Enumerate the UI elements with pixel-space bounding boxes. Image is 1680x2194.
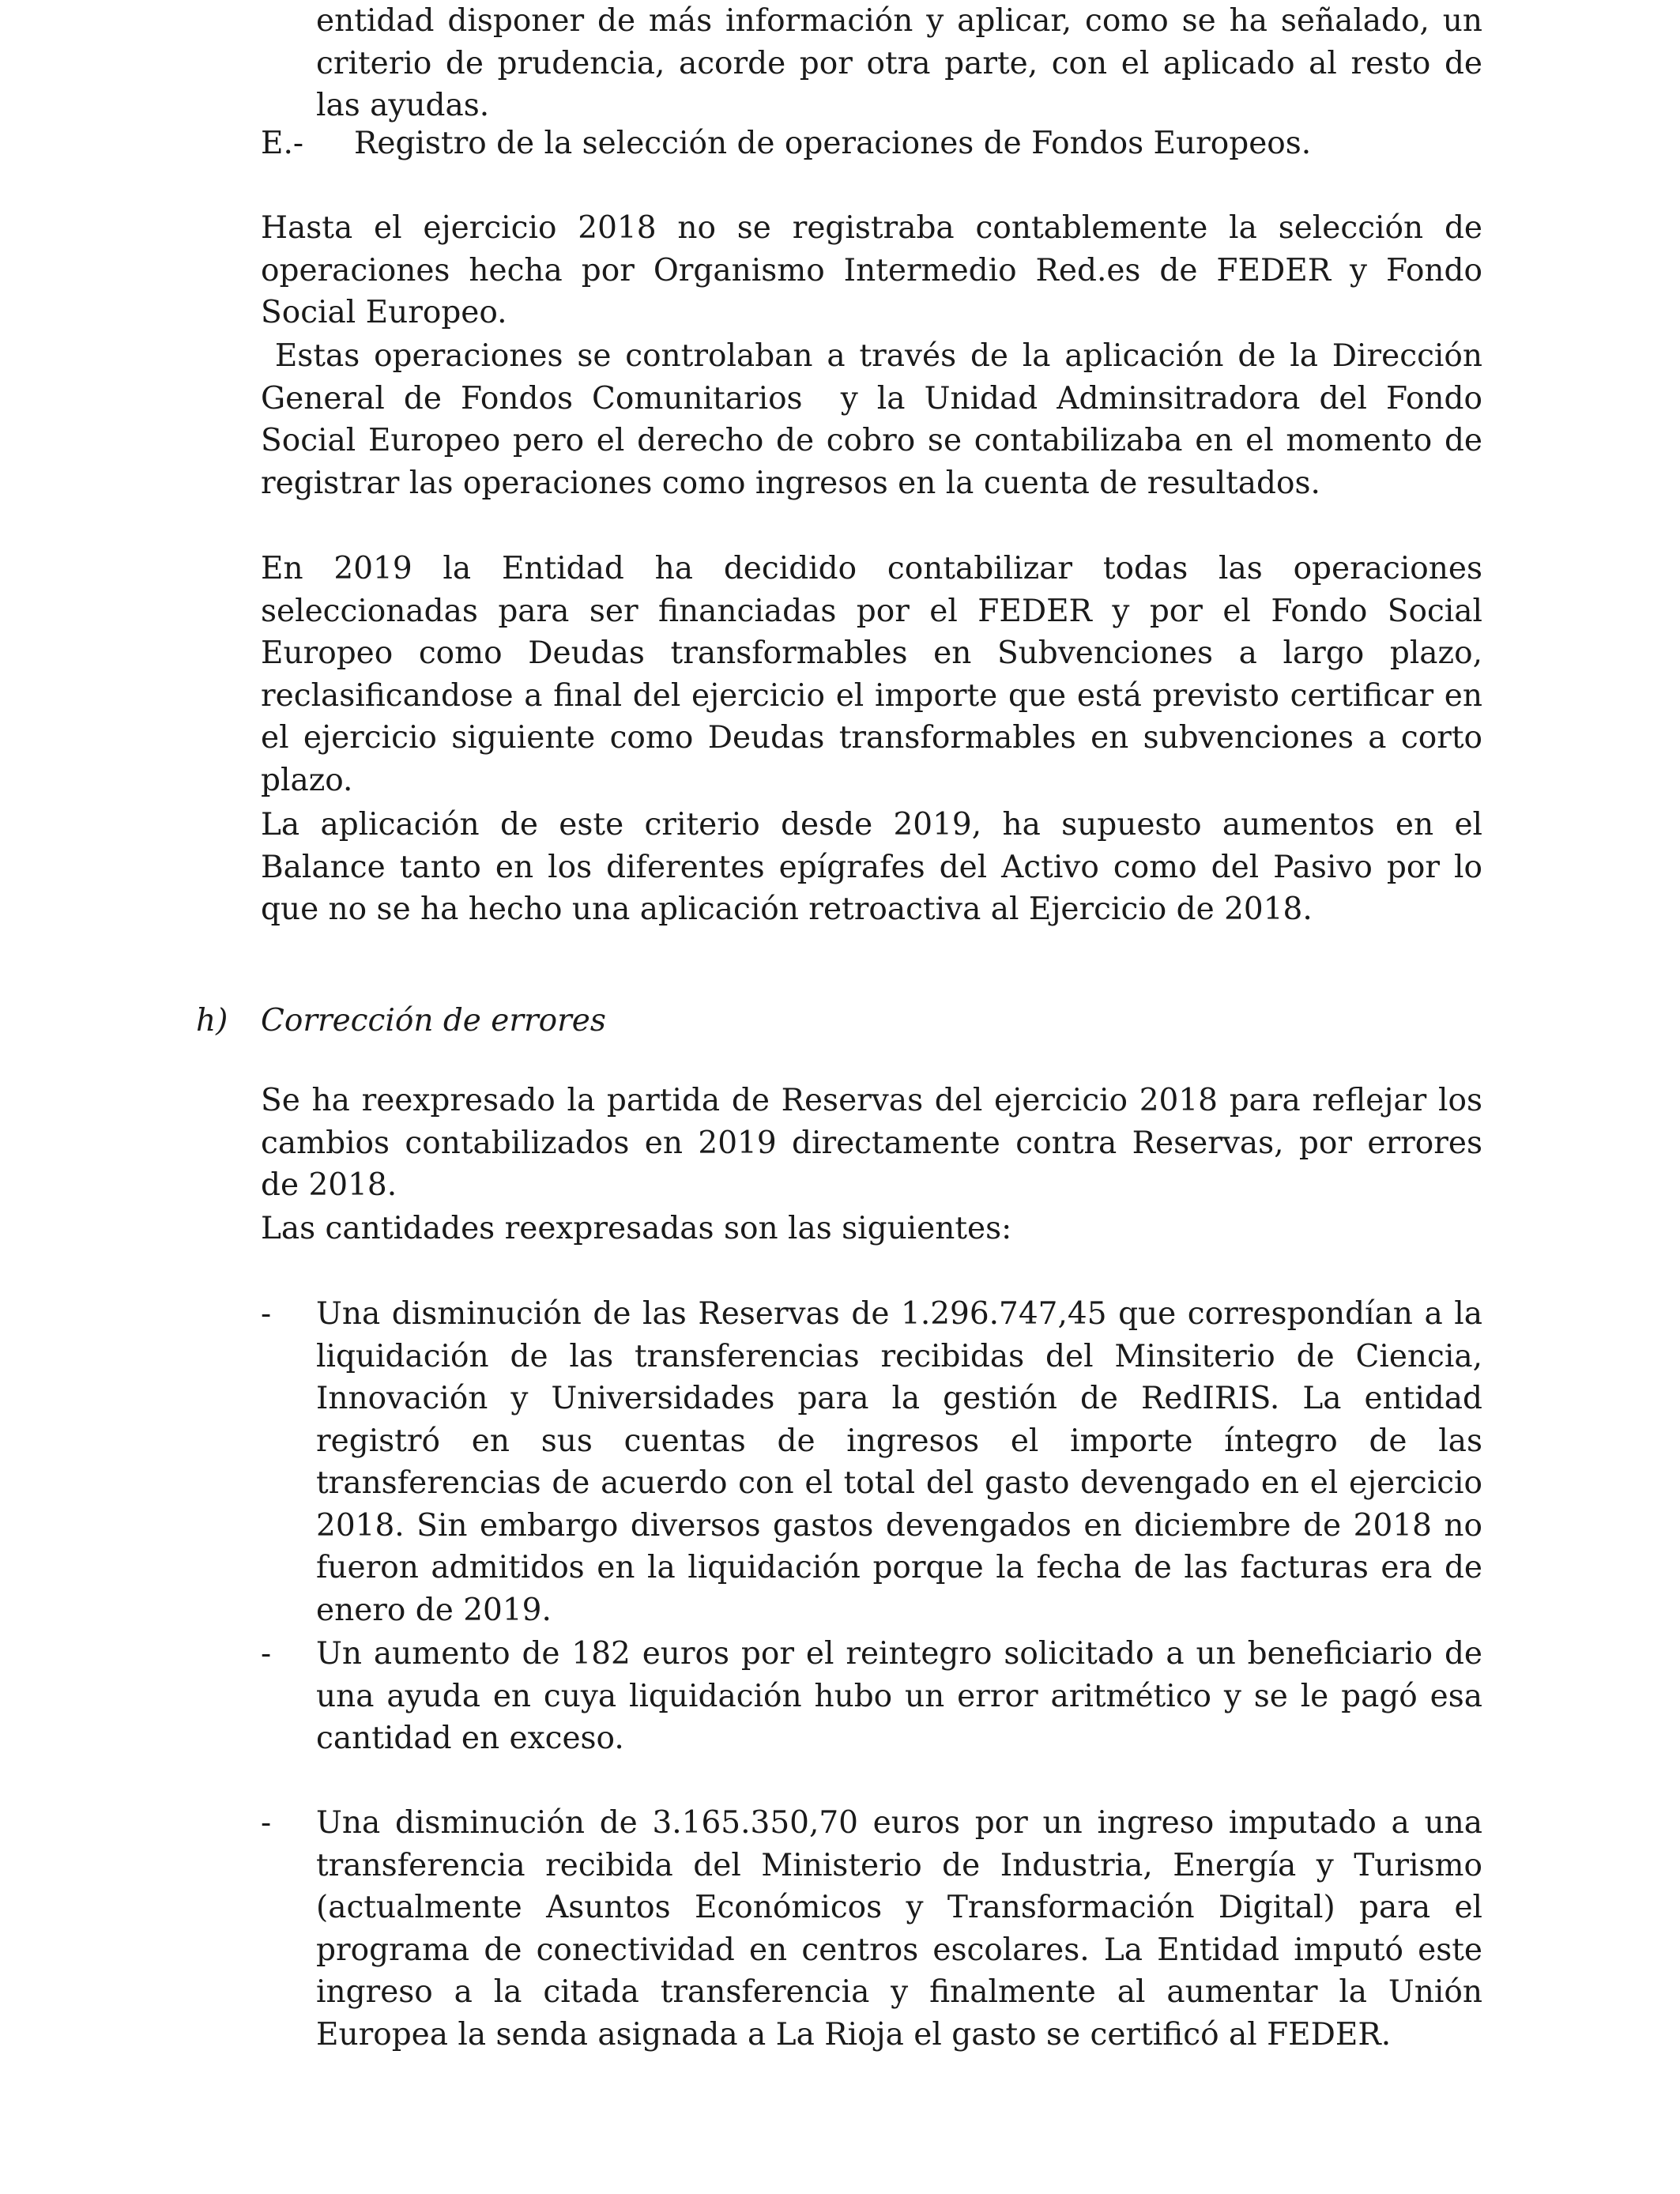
section-e-paragraph-3: En 2019 la Entidad ha decidido contabilizar todas las operaciones seleccionadas para ser financiadas por el FEDER y por el Fondo Social Europeo como Deudas transformables en Subvenciones a largo plazo, reclasificandose a final del ejercicio el importe que está previsto certificar en el ejercicio siguiente como Deudas transformables en subvenciones a corto plazo.	[261, 551, 1482, 798]
section-e-paragraph-2: Estas operaciones se controlaban a través de la aplicación de la Dirección General de Fondos Comunitarios y la Unidad Adminsitradora del Fondo Social Europeo pero el derecho de cobro se contabilizaba en el momento de registrar las operaciones como ingresos en la cuenta de resultados.	[261, 338, 1493, 501]
section-h-paragraph-1: Se ha reexpresado la partida de Reservas del ejercicio 2018 para reflejar los cambios contabilizados en 2019 directamente contra Reservas, por errores de 2018.	[261, 1083, 1482, 1203]
bullet-item-3: Una disminución de 3.165.350,70 euros por un ingreso imputado a una transferencia recibida del Ministerio de Industria, Energía y Turismo (actualmente Asuntos Económicos y Transformación Digital) para el programa de conectividad en centros escolares. La Entidad imputó este ingreso a la citada transferencia y finalmente al aumentar la Unión Europea la senda asignada a La Rioja el gasto se certificó al FEDER.	[316, 1805, 1482, 2053]
bullet-item-2: Un aumento de 182 euros por el reintegro solicitado a un beneficiario de una ayuda en cuya liquidación hubo un error aritmético y se le pagó esa cantidad en exceso.	[316, 1636, 1482, 1756]
bullet-marker: -	[261, 1805, 272, 1841]
bullet-marker: -	[261, 1636, 272, 1672]
section-h-paragraph-2: Las cantidades reexpresadas son las siguientes:	[261, 1211, 1012, 1246]
section-h-title: Corrección de errores	[261, 1003, 606, 1039]
bullet-item-1: Una disminución de las Reservas de 1.296.747,45 que correspondían a la liquidación de las transferencias recibidas del Minsiterio de Ciencia, Innovación y Universidades para la gestión de RedIRIS. La entidad registró en sus cuentas de ingresos el importe íntegro de las transferencias de acuerdo con el total del gasto devengado en el ejercicio 2018. Sin embargo diversos gastos devengados en diciembre de 2018 no fueron admitidos en la liquidación porque la fecha de las facturas era de enero de 2019.	[316, 1296, 1482, 1628]
section-e-paragraph-4: La aplicación de este criterio desde 2019, ha supuesto aumentos en el Balance tanto en los diferentes epígrafes del Activo como del Pasivo por lo que no se ha hecho una aplicación retroactiva al Ejercicio de 2018.	[261, 807, 1482, 927]
section-h-label: h)	[196, 1003, 228, 1039]
section-e-title: Registro de la selección de operaciones de Fondos Europeos.	[354, 126, 1312, 161]
section-e-label: E.-	[261, 126, 304, 161]
section-e-paragraph-1: Hasta el ejercicio 2018 no se registraba contablemente la selección de operaciones hecha por Organismo Intermedio Red.es de FEDER y Fondo Social Europeo.	[261, 210, 1482, 330]
bullet-marker: -	[261, 1296, 272, 1332]
intro-continuation: entidad disponer de más información y aplicar, como se ha señalado, un criterio de prudencia, acorde por otra parte, con el aplicado al resto de las ayudas.	[316, 3, 1482, 123]
